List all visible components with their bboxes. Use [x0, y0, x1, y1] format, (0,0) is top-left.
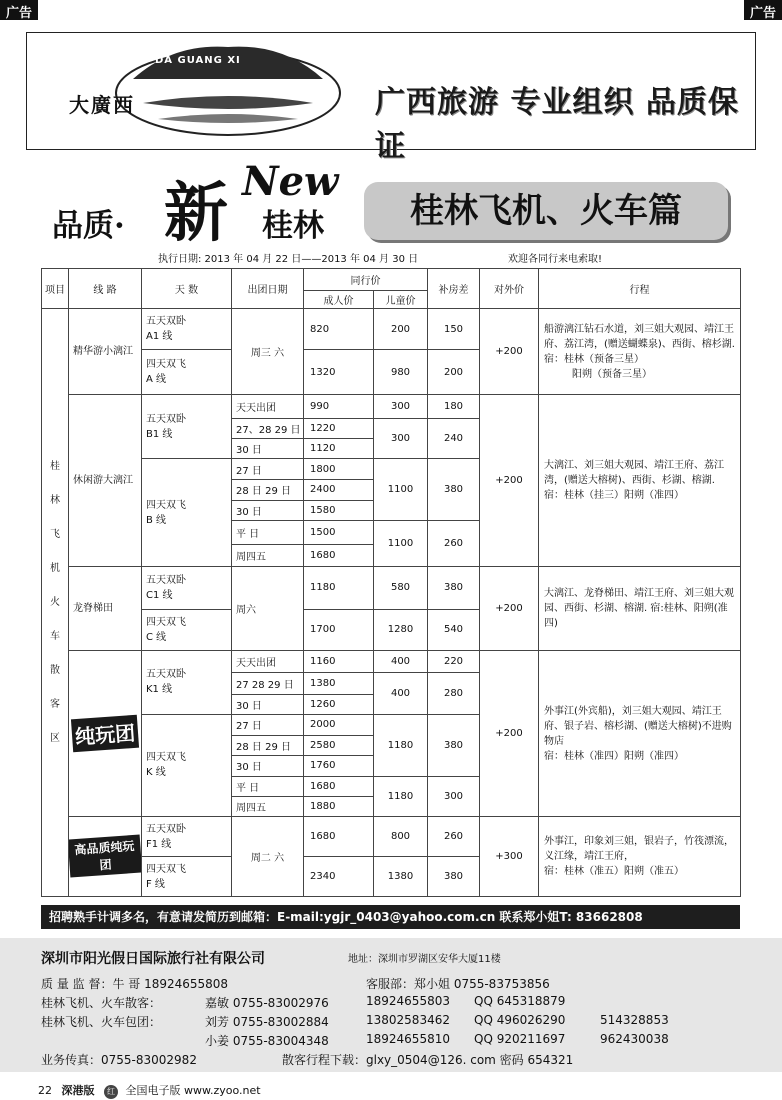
single-room-price: 540 [428, 609, 480, 650]
header-trade-price: 同行价 [304, 269, 428, 291]
adult-price: 990 [304, 395, 374, 418]
single-room-price: 380 [428, 459, 480, 521]
plan-b1: 五天双卧 B1 线 [142, 395, 232, 459]
header-itinerary: 行程 [539, 269, 741, 309]
departure-date: 27 日 [232, 714, 304, 735]
adult-price: 1220 [304, 418, 374, 438]
adult-price: 2400 [304, 480, 374, 500]
adult-price: 820 [304, 309, 374, 349]
route-a: 精华游小漓江 [69, 309, 142, 395]
single-room-price: 180 [428, 395, 480, 418]
child-price: 1180 [374, 776, 428, 816]
site-link[interactable]: 全国电子版 www.zyoo.net [125, 1084, 261, 1097]
child-price: 300 [374, 418, 428, 458]
departure-date: 平 日 [232, 520, 304, 544]
charter2-qq: QQ 920211697 [474, 1032, 566, 1046]
adult-price: 1500 [304, 520, 374, 544]
adult-price: 1160 [304, 651, 374, 673]
departure-date: 27 28 29 日 [232, 673, 304, 694]
adult-price: 1580 [304, 500, 374, 520]
child-price: 800 [374, 816, 428, 856]
section-label: 桂 林 飞 机 火 车 散 客 区 [42, 309, 69, 897]
public-price-c: +200 [480, 567, 539, 651]
fit-qq: QQ 645318879 [474, 994, 566, 1008]
advert-banner [26, 32, 756, 164]
plan-c: 四天双飞 C 线 [142, 609, 232, 650]
logo-text-cn: 大廣西 [69, 93, 135, 117]
charter-label: 桂林飞机、火车包团： [41, 1015, 162, 1029]
plan-f: 四天双飞 F 线 [142, 857, 232, 897]
header-days: 天 数 [142, 269, 232, 309]
departure-a: 周三 六 [232, 309, 304, 395]
header-departure: 出团日期 [232, 269, 304, 309]
departure-date: 30 日 [232, 500, 304, 520]
adult-price: 1700 [304, 609, 374, 650]
adult-price: 1120 [304, 438, 374, 458]
ad-tag-left: 广告 [0, 0, 38, 20]
adult-price: 1760 [304, 756, 374, 776]
departure-date: 天天出团 [232, 651, 304, 673]
departure-date: 天天出团 [232, 395, 304, 418]
public-price-k: +200 [480, 651, 539, 817]
fit-contact: 嘉敏 0755-83002976 [205, 996, 329, 1010]
adult-price: 1880 [304, 796, 374, 816]
single-room-price: 220 [428, 651, 480, 673]
departure-date: 30 日 [232, 438, 304, 458]
route-f: 高品质纯玩团 [69, 816, 142, 896]
departure-date: 周四五 [232, 796, 304, 816]
departure-date: 周四五 [232, 544, 304, 566]
departure-date: 28 日 29 日 [232, 480, 304, 500]
plan-a: 四天双飞 A 线 [142, 349, 232, 395]
exec-date: 执行日期: 2013 年 04 月 22 日——2013 年 04 月 30 日 [158, 254, 419, 265]
header-child: 儿童价 [374, 291, 428, 309]
logo-text-en: DA GUANG XI [155, 55, 241, 66]
child-price: 1280 [374, 609, 428, 650]
plan-a1: 五天双卧 A1 线 [142, 309, 232, 349]
single-room-price: 260 [428, 520, 480, 567]
fit-label: 桂林飞机、火车散客： [41, 996, 162, 1010]
charter1-mobile: 13802583462 [366, 1013, 450, 1027]
company-address: 地址：深圳市罗湖区安华大厦11楼 [348, 954, 501, 965]
departure-date: 27、28 29 日 [232, 418, 304, 438]
adult-price: 1680 [304, 544, 374, 566]
single-room-price: 300 [428, 776, 480, 816]
child-price: 400 [374, 651, 428, 673]
single-room-price: 380 [428, 714, 480, 776]
charter2-mobile: 18924655810 [366, 1032, 450, 1046]
header-single-room: 补房差 [428, 269, 480, 309]
single-room-price: 280 [428, 673, 480, 714]
header-item: 项目 [42, 269, 69, 309]
child-price: 1180 [374, 714, 428, 776]
single-room-price: 380 [428, 857, 480, 897]
fit-mobile: 18924655803 [366, 994, 450, 1008]
plan-b: 四天双飞 B 线 [142, 459, 232, 567]
single-room-price: 240 [428, 418, 480, 458]
heading-xin: 新 [164, 176, 228, 251]
itinerary-f: 外事江，印象刘三姐，银岩子，竹筏漂流，义江缘，靖江王府， 宿：桂林（准五）阳朔（准五） [539, 816, 741, 896]
single-room-price: 150 [428, 309, 480, 349]
single-room-price: 380 [428, 567, 480, 609]
child-price: 980 [374, 349, 428, 395]
adult-price: 1680 [304, 816, 374, 856]
welcome-note: 欢迎各同行来电索取! [508, 254, 603, 265]
company-name: 深圳市阳光假日国际旅行社有限公司 [41, 951, 265, 967]
plan-c1: 五天双卧 C1 线 [142, 567, 232, 609]
charter1-qq: QQ 496026290 [474, 1013, 566, 1027]
child-price: 1380 [374, 857, 428, 897]
public-price-a: +200 [480, 309, 539, 395]
page-number: 22 [38, 1084, 52, 1097]
child-price: 1100 [374, 459, 428, 521]
qa-contact: 质 量 监 督：牛 哥 18924655808 [41, 977, 229, 991]
departure-date: 27 日 [232, 459, 304, 480]
itinerary-c: 大漓江、龙脊梯田、靖江王府、刘三姐大观园、西街、杉湖、榕湖. 宿:桂林、阳朔(准四) [539, 567, 741, 651]
itinerary-k: 外事江(外宾船)，刘三姐大观园、靖江王府、银子岩、榕杉湖、(赠送大榕树)不进购物店 宿：桂林（准四）阳朔（准四） [539, 651, 741, 817]
adult-price: 1380 [304, 673, 374, 694]
ad-slogan: 广西旅游 专业组织 品质保证 [375, 85, 739, 164]
price-table [41, 268, 741, 897]
heading-quality: 品质· [52, 208, 125, 244]
adult-price: 1180 [304, 567, 374, 609]
adult-price: 1800 [304, 459, 374, 480]
child-price: 1100 [374, 520, 428, 567]
itinerary-b: 大漓江、刘三姐大观园、靖江王府、荔江湾，(赠送大榕树)、西街、杉湖、榕湖. 宿：桂林（挂三）阳朔（准四） [539, 395, 741, 567]
edition-badge-icon: 红 [104, 1085, 118, 1099]
page-footer [38, 1082, 261, 1099]
heading-guilin: 桂林 [262, 208, 324, 244]
ad-tag-right: 广告 [744, 0, 782, 20]
public-price-b: +200 [480, 395, 539, 567]
plan-k1: 五天双卧 K1 线 [142, 651, 232, 715]
recruit-banner: 招聘熟手计调多名，有意请发简历到邮箱：E-mail:ygjr_0403@yahoo.com.cn 联系郑小姐T: 83662808 [41, 905, 740, 929]
page-title: 桂林飞机、火车篇 [364, 182, 728, 240]
footer [0, 938, 782, 1072]
header-public-price: 对外价 [480, 269, 539, 309]
adult-price: 2340 [304, 857, 374, 897]
adult-price: 2580 [304, 736, 374, 756]
route-b: 休闲游大漓江 [69, 395, 142, 567]
child-price: 580 [374, 567, 428, 609]
charter1-contact: 刘芳 0755-83002884 [205, 1015, 329, 1029]
route-k: 纯玩团 [69, 651, 142, 817]
fax: 业务传真：0755-83002982 [41, 1053, 197, 1067]
plan-k: 四天双飞 K 线 [142, 714, 232, 816]
plan-f1: 五天双卧 F1 线 [142, 816, 232, 856]
route-c: 龙脊梯田 [69, 567, 142, 651]
public-price-f: +300 [480, 816, 539, 896]
child-price: 200 [374, 309, 428, 349]
single-room-price: 200 [428, 349, 480, 395]
departure-date: 30 日 [232, 756, 304, 776]
adult-price: 1260 [304, 694, 374, 714]
single-room-price: 260 [428, 816, 480, 856]
child-price: 300 [374, 395, 428, 418]
itinerary-a: 船游漓江钻石水道，刘三姐大观园、靖江王府、荔江湾，(赠送蝴蝶泉)、西街、榕杉湖. 宿：桂林（预备三星） 阳朔（预备三星） [539, 309, 741, 395]
cs-contact: 客服部：郑小姐 0755-83753856 [366, 977, 550, 991]
departure-date: 30 日 [232, 694, 304, 714]
departure-f: 周二 六 [232, 816, 304, 896]
header-route: 线 路 [69, 269, 142, 309]
departure-date: 28 日 29 日 [232, 736, 304, 756]
heading-new: New [242, 158, 339, 205]
adult-price: 1680 [304, 776, 374, 796]
adult-price: 2000 [304, 714, 374, 735]
edition-label: 深港版 [61, 1084, 95, 1097]
charter2-contact: 小姜 0755-83004348 [205, 1034, 329, 1048]
charter1-qq2: 514328853 [600, 1013, 669, 1027]
download-info: 散客行程下载：glxy_0504@126. com 密码 654321 [282, 1053, 574, 1067]
adult-price: 1320 [304, 349, 374, 395]
departure-c: 周六 [232, 567, 304, 651]
charter2-qq2: 962430038 [600, 1032, 669, 1046]
header-adult: 成人价 [304, 291, 374, 309]
departure-date: 平 日 [232, 776, 304, 796]
child-price: 400 [374, 673, 428, 714]
